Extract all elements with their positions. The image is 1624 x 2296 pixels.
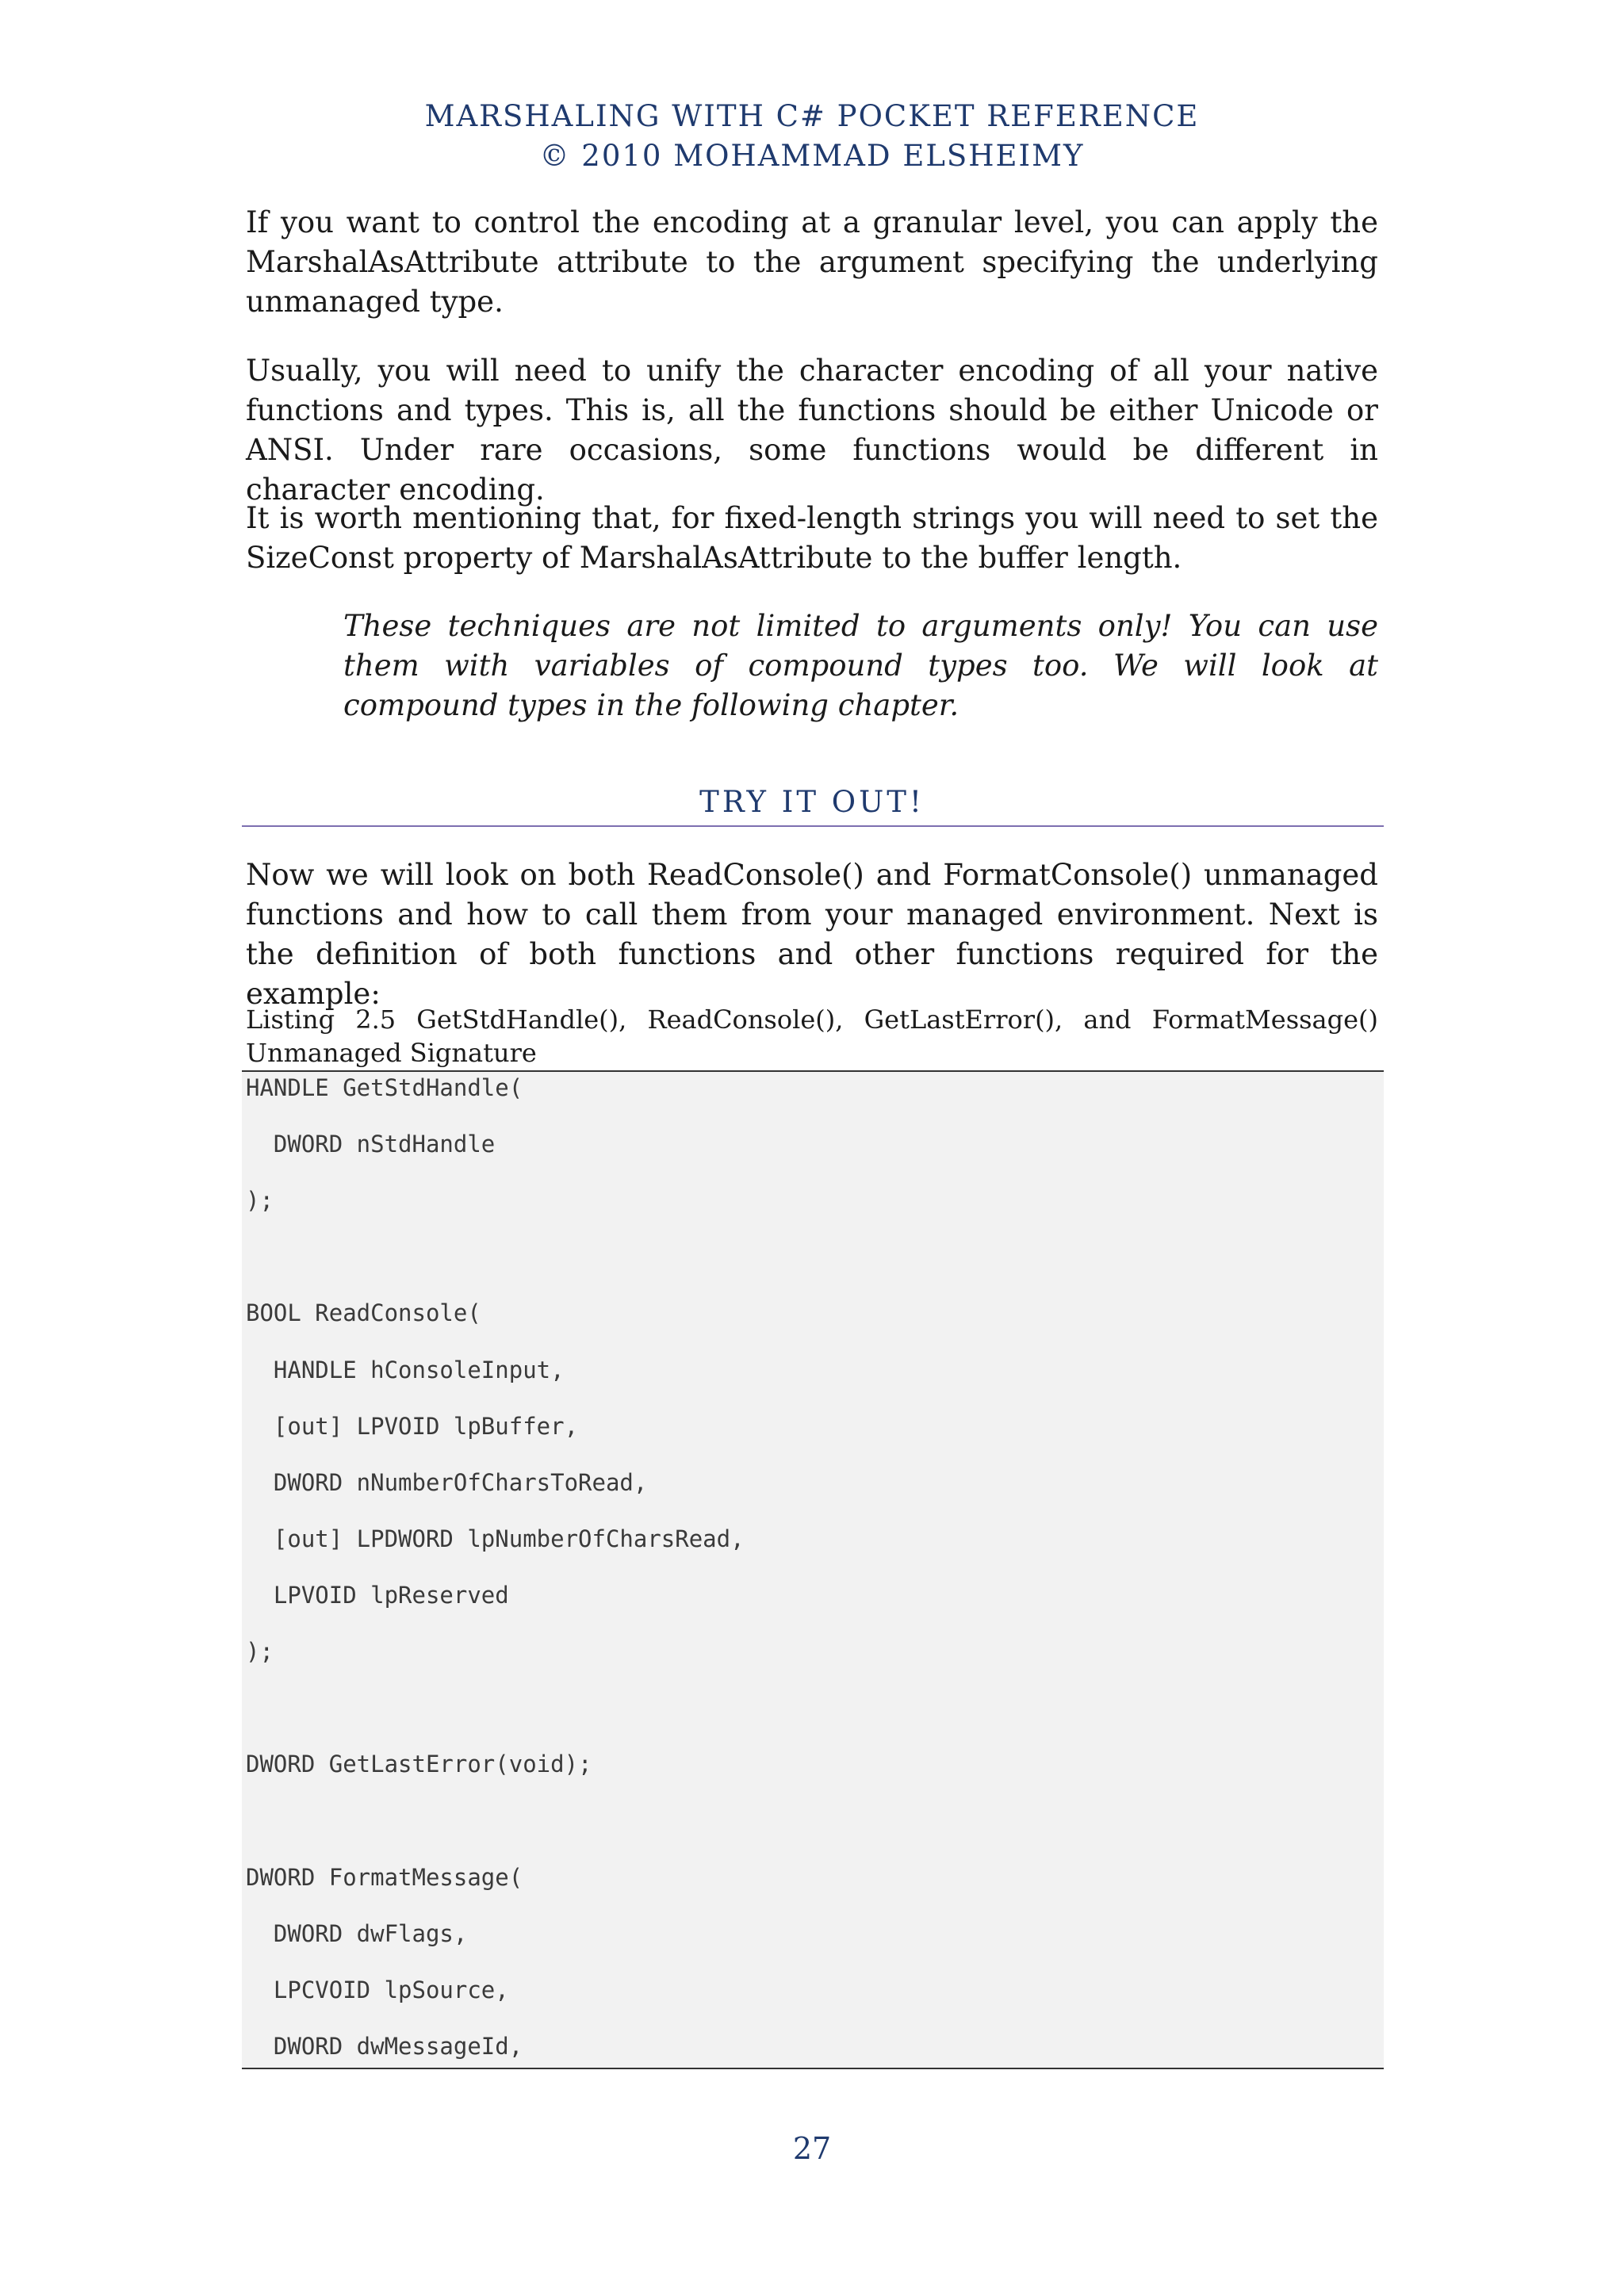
paragraph-try-it-out-intro: Now we will look on both ReadConsole() and FormatConsole() unmanaged functions and how to call them from your managed environment. Next is the definition of both functions and other functions required for the example: bbox=[246, 858, 1378, 1011]
code-line: DWORD FormatMessage( bbox=[246, 1864, 523, 1891]
page-number: 27 bbox=[792, 2131, 832, 2166]
code-line: DWORD dwFlags, bbox=[246, 1920, 468, 1947]
code-line: LPVOID lpReserved bbox=[246, 1582, 509, 1609]
code-line: DWORD dwMessageId, bbox=[246, 2033, 523, 2060]
code-line: [out] LPVOID lpBuffer, bbox=[246, 1413, 579, 1440]
code-line: DWORD GetLastError(void); bbox=[246, 1751, 592, 1777]
listing-caption: Listing 2.5 GetStdHandle(), ReadConsole(), GetLastError(), and FormatMessage() Unmanaged Signature bbox=[246, 1004, 1378, 1068]
section-divider bbox=[242, 825, 1384, 827]
code-line: DWORD nStdHandle bbox=[246, 1131, 496, 1158]
section-title: TRY IT OUT! bbox=[699, 785, 925, 819]
paragraph-sizeconst: It is worth mentioning that, for fixed-length strings you will need to set the SizeConst property of MarshalAsAttribute to the buffer length. bbox=[246, 501, 1378, 575]
code-line: ); bbox=[246, 1187, 274, 1214]
code-line: [out] LPDWORD lpNumberOfCharsRead, bbox=[246, 1525, 745, 1552]
code-line: BOOL ReadConsole( bbox=[246, 1299, 481, 1326]
paragraph-encoding-control: If you want to control the encoding at a granular level, you can apply the MarshalAsAttribute attribute to the argument specifying the underlying unmanaged type. bbox=[246, 205, 1378, 319]
code-listing bbox=[242, 1070, 1384, 2069]
code-line: HANDLE hConsoleInput, bbox=[246, 1357, 565, 1383]
code-line: HANDLE GetStdHandle( bbox=[246, 1074, 523, 1101]
paragraph-unify-encoding: Usually, you will need to unify the character encoding of all your native functions and types. This is, all the functions should be either Unicode or ANSI. Under rare occasions, some functions would be different in character encoding. bbox=[246, 354, 1378, 507]
running-header-title: MARSHALING WITH C# POCKET REFERENCE bbox=[424, 99, 1200, 133]
code-line: LPCVOID lpSource, bbox=[246, 1976, 509, 2003]
code-line: DWORD nNumberOfCharsToRead, bbox=[246, 1469, 648, 1496]
running-header-copyright: © 2010 MOHAMMAD ELSHEIMY bbox=[539, 139, 1085, 173]
note-paragraph: These techniques are not limited to arguments only! You can use them with variables of compound types too. We will look at compound types in the following chapter. bbox=[343, 609, 1378, 722]
code-line: ); bbox=[246, 1638, 274, 1665]
